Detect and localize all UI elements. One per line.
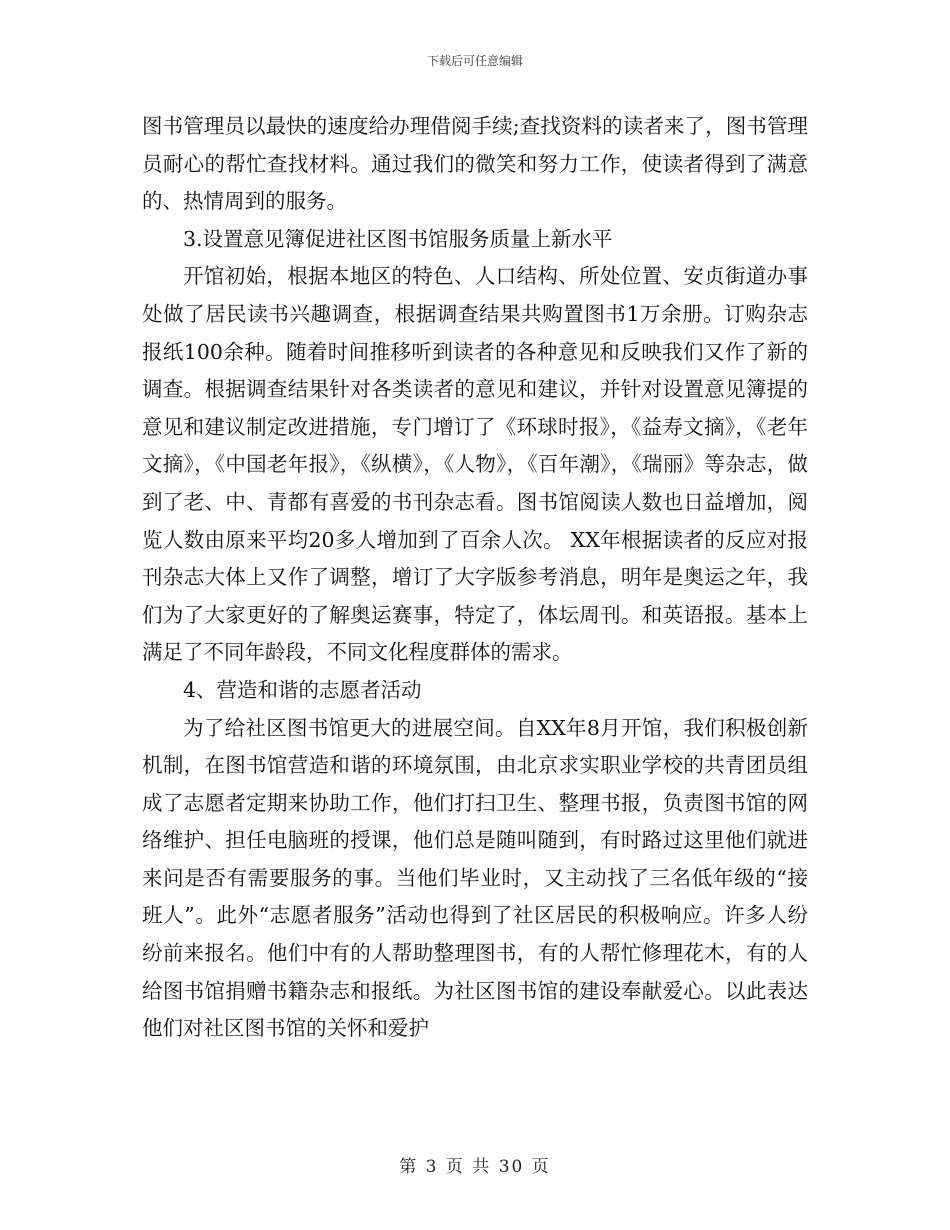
paragraph-3: 为了给社区图书馆更大的进展空间。自XX年8月开馆，我们积极创新机制，在图书馆营造和谐的环境氛围，由北京求实职业学校的共青团员组成了志愿者定期来协助工作，他们打扫卫生、整理书报，负责图书馆的网络维护、担任电脑班的授课，他们总是随叫随到，有时路过这里他们就进来问是否有需要服务的事。当他们毕业时，又主动找了三名低年级的“接班人”。此外“志愿者服务”活动也得到了社区居民的积极响应。许多人纷纷前来报名。他们中有的人帮助整理图书，有的人帮忙修理花木，有的人给图书馆捐赠书籍杂志和报纸。为社区图书馆的建设奉献爱心。以此表达他们对社区图书馆的关怀和爱护	[142, 715, 808, 1041]
document-body	[142, 108, 808, 1048]
paragraph-1: 图书管理员以最快的速度给办理借阅手续;查找资料的读者来了，图书管理员耐心的帮忙查找材料。通过我们的微笑和努力工作，使读者得到了满意的、热情周到的服务。	[142, 114, 808, 214]
page-number: 第 3 页 共 30 页	[399, 1157, 551, 1177]
paragraph-2: 开馆初始，根据本地区的特色、人口结构、所处位置、安贞街道办事处做了居民读书兴趣调查，根据调查结果共购置图书1万余册。订购杂志 报纸100余种。随着时间推移听到读者的各种意见和反映我们又作了新的调查。根据调查结果针对各类读者的意见和建议，并针对设置意见簿提的意见和建议制定改进措施，专门增订了《环球时报》，《益寿文摘》，《老年文摘》，《中国老年报》，《纵横》，《人物》，《百年潮》，《瑞丽》等杂志，做到了老、中、青都有喜爱的书刊杂志看。图书馆阅读人数也日益增加，阅览人数由原来平均20多人增加到了百余人次。 XX年根据读者的反应对报刊杂志大体上又作了调整，增订了大字版参考消息，明年是奥运之年，我们为了大家更好的了解奥运赛事，特定了，体坛周刊。和英语报。基本上满足了不同年龄段，不同文化程度群体的需求。	[142, 264, 808, 665]
page-header-note: 下载后可任意编辑	[426, 54, 523, 68]
section-heading-3: 3.设置意见簿促进社区图书馆服务质量上新水平	[183, 226, 613, 251]
section-heading-4: 4、营造和谐的志愿者活动	[183, 677, 422, 702]
